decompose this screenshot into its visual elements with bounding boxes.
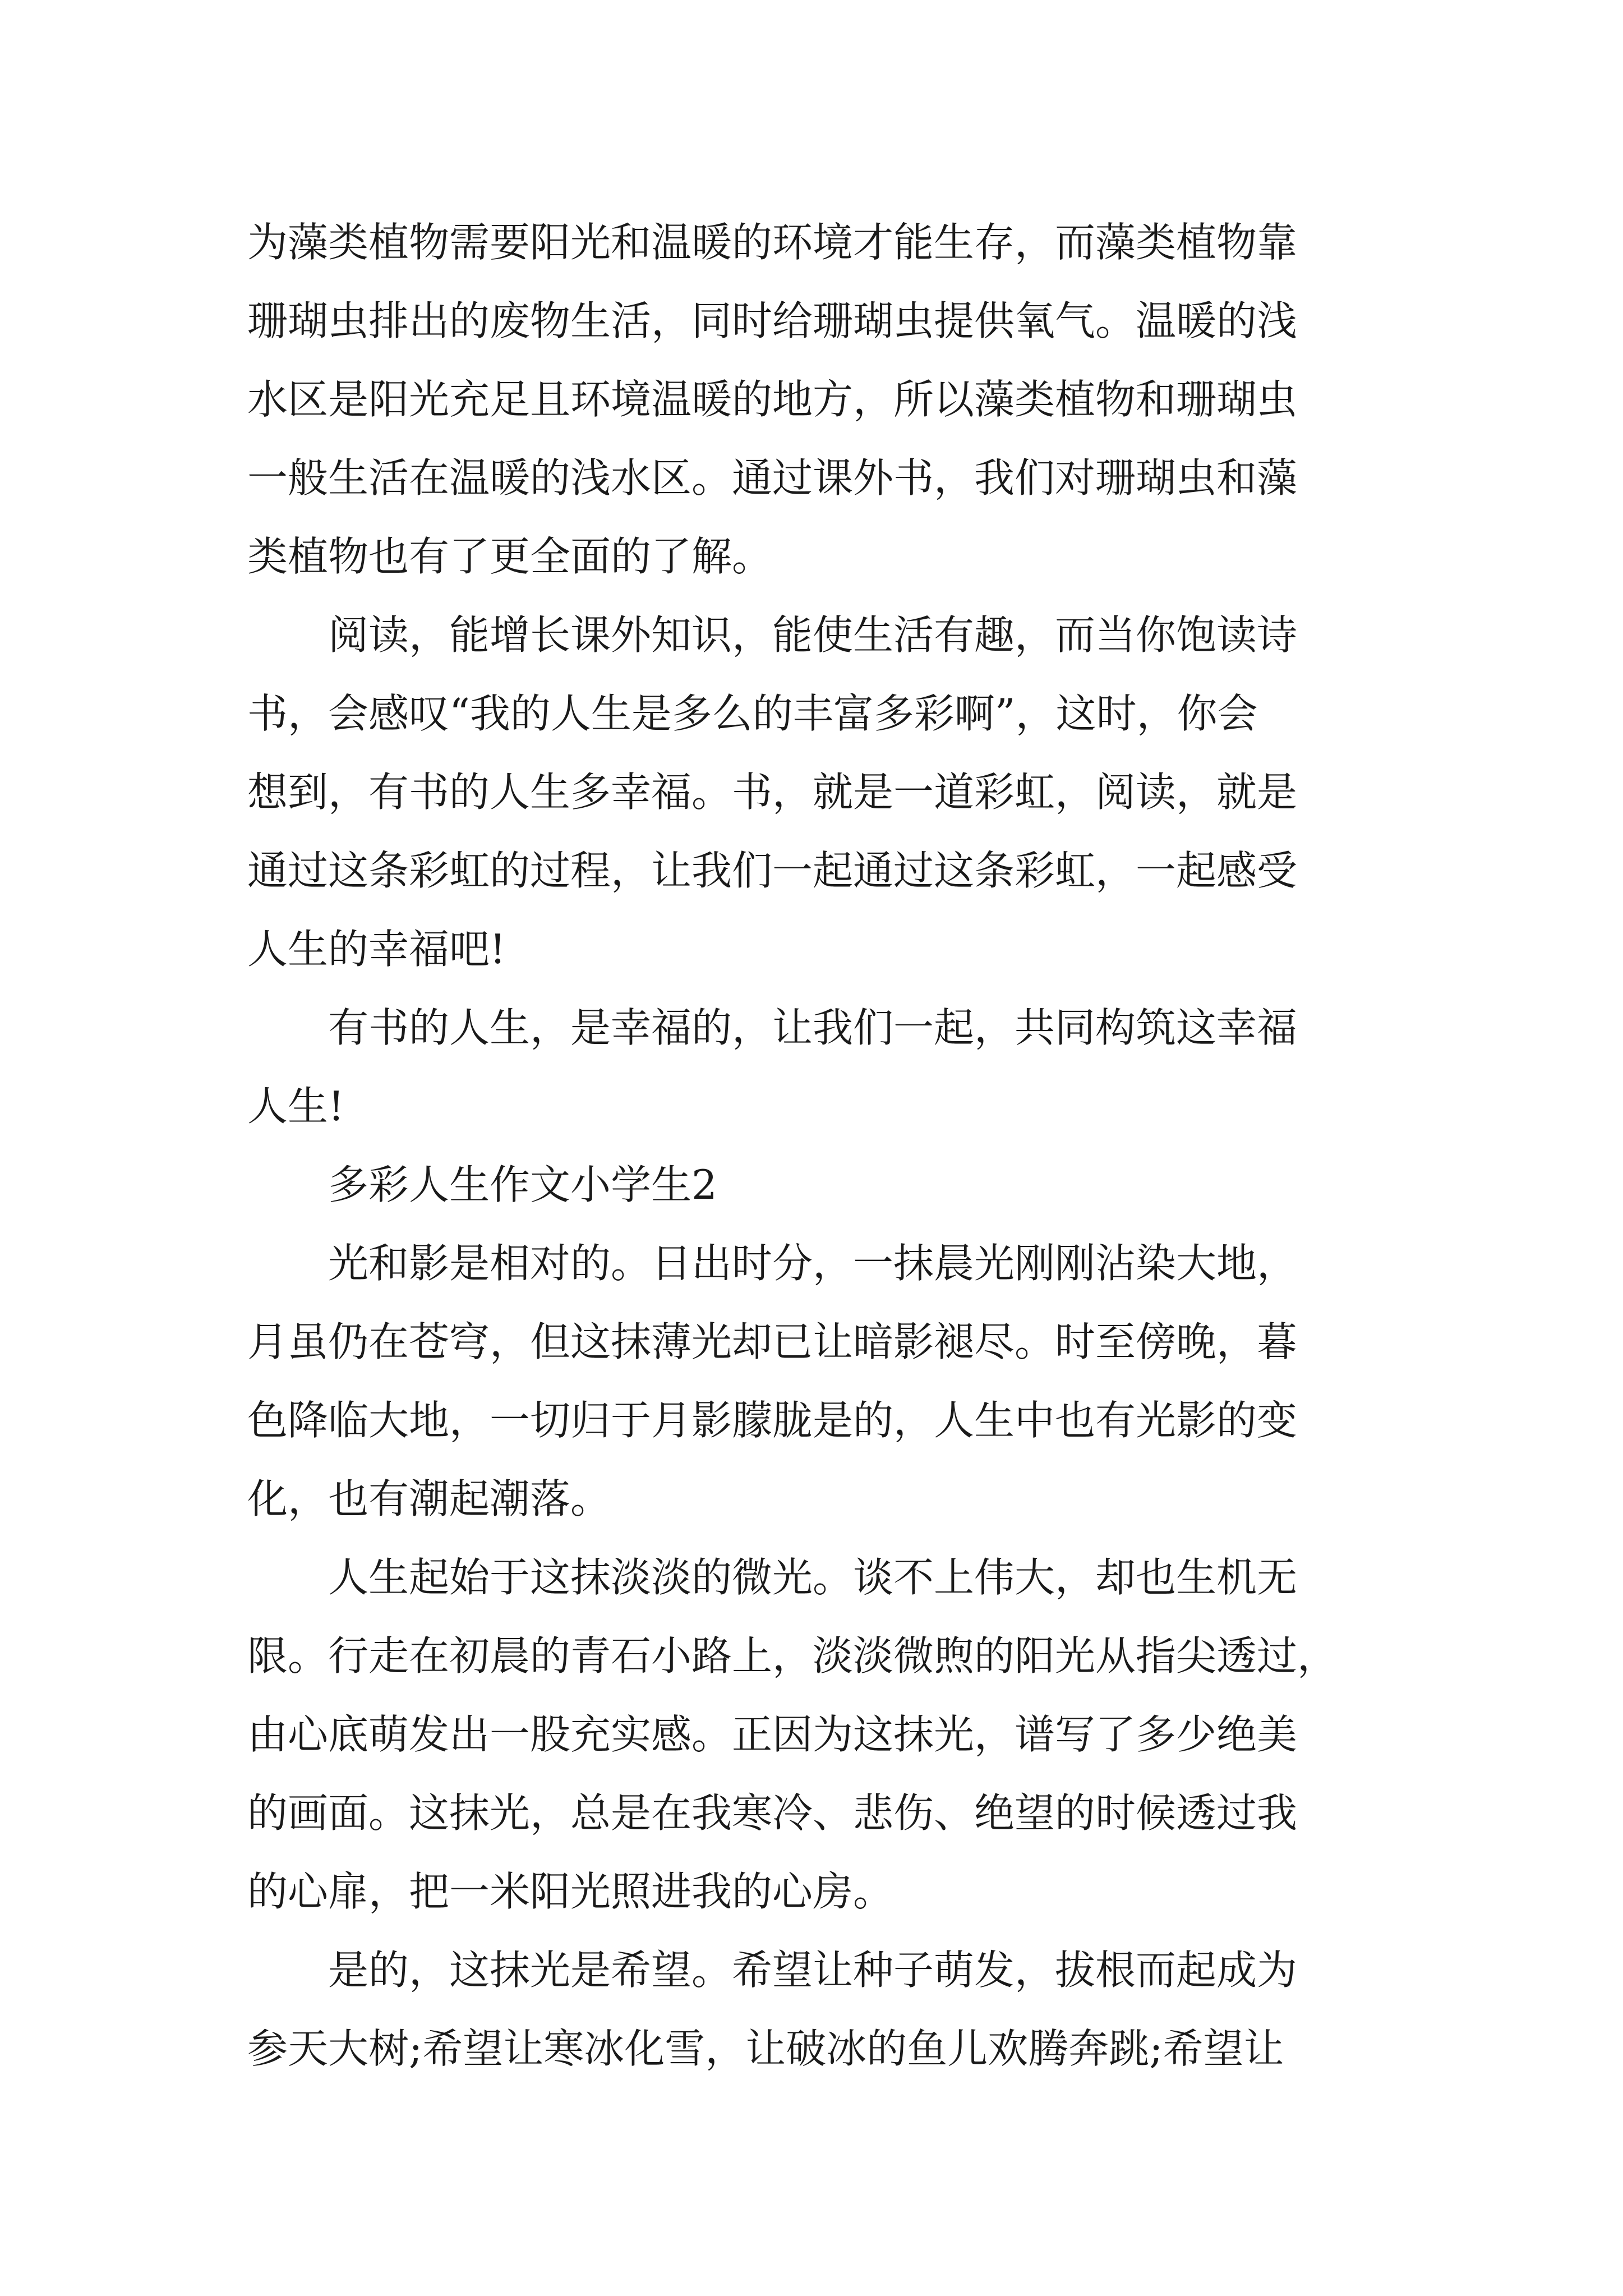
text-line: 参天大树;希望让寒冰化雪，让破冰的鱼儿欢腾奔跳;希望让 bbox=[247, 2025, 1284, 2072]
text-line: 限。行走在初晨的青石小路上，淡淡微煦的阳光从指尖透过， bbox=[247, 1632, 1338, 1680]
text-line: 阅读，能增长课外知识，能使生活有趣，而当你饱读诗 bbox=[247, 611, 1298, 659]
text-line: 人生的幸福吧! bbox=[247, 926, 506, 973]
text-line: 通过这条彩虹的过程，让我们一起通过这条彩虹，一起感受 bbox=[247, 847, 1298, 894]
text-line: 由心底萌发出一股充实感。正因为这抹光，谱写了多少绝美 bbox=[247, 1711, 1298, 1758]
text-line: 的心扉，把一米阳光照进我的心房。 bbox=[247, 1868, 894, 1915]
text-line: 水区是阳光充足且环境温暖的地方，所以藻类植物和珊瑚虫 bbox=[247, 376, 1298, 423]
text-line: 书，会感叹“我的人生是多么的丰富多彩啊”，这时，你会 bbox=[247, 690, 1258, 737]
text-line: 一般生活在温暖的浅水区。通过课外书，我们对珊瑚虫和藻 bbox=[247, 454, 1298, 501]
text-line: 光和影是相对的。日出时分，一抹晨光刚刚沾染大地， bbox=[247, 1240, 1298, 1287]
text-line: 月虽仍在苍穹，但这抹薄光却已让暗影褪尽。时至傍晚，暮 bbox=[247, 1318, 1298, 1365]
essay-body bbox=[247, 203, 1387, 2088]
text-line: 珊瑚虫排出的废物生活，同时给珊瑚虫提供氧气。温暖的浅 bbox=[247, 297, 1298, 344]
text-line: 类植物也有了更全面的了解。 bbox=[247, 533, 773, 580]
text-line: 人生起始于这抹淡淡的微光。谈不上伟大，却也生机无 bbox=[247, 1554, 1298, 1601]
text-line: 有书的人生，是幸福的，让我们一起，共同构筑这幸福 bbox=[247, 1004, 1298, 1051]
text-line: 为藻类植物需要阳光和温暖的环境才能生存，而藻类植物靠 bbox=[247, 219, 1298, 266]
text-line: 色降临大地，一切归于月影朦胧是的，人生中也有光影的变 bbox=[247, 1397, 1298, 1444]
text-line: 人生! bbox=[247, 1083, 344, 1130]
section-heading: 多彩人生作文小学生2 bbox=[247, 1161, 717, 1208]
text-line: 化，也有潮起潮落。 bbox=[247, 1475, 611, 1522]
text-line: 的画面。这抹光，总是在我寒冷、悲伤、绝望的时候透过我 bbox=[247, 1789, 1298, 1837]
text-line: 是的，这抹光是希望。希望让种子萌发，拔根而起成为 bbox=[247, 1947, 1298, 1994]
text-line: 想到，有书的人生多幸福。书，就是一道彩虹，阅读，就是 bbox=[247, 769, 1298, 816]
